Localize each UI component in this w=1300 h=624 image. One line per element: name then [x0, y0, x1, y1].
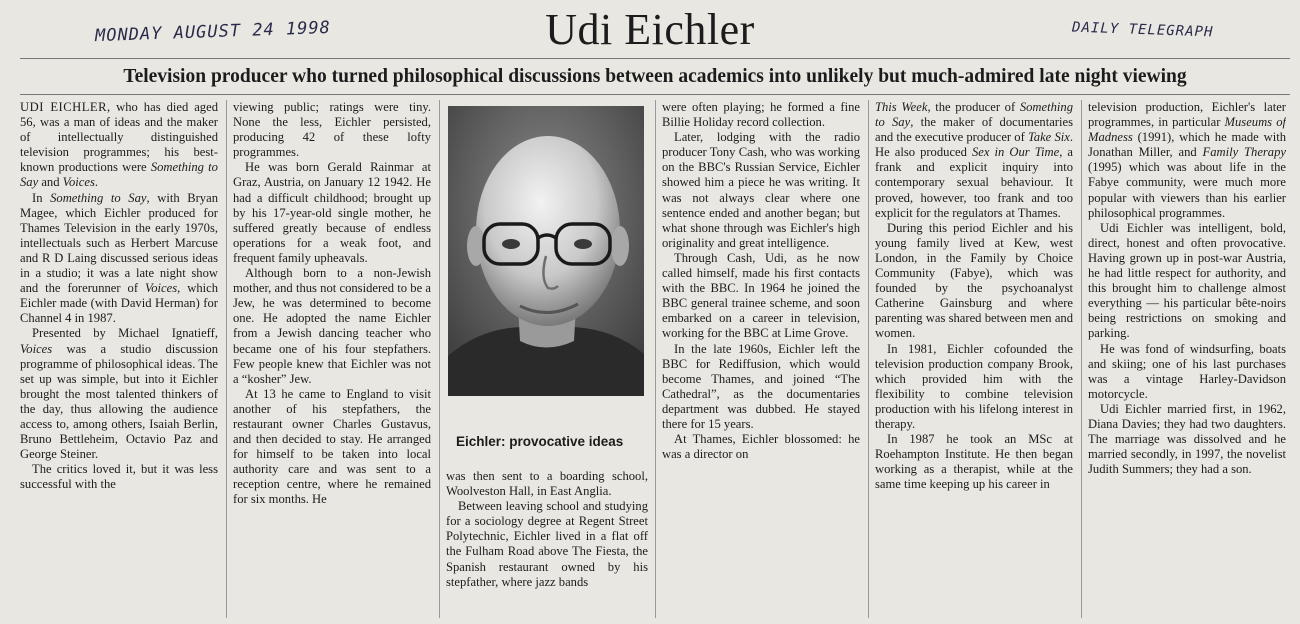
paragraph: During this period Eichler and his young family lived at Kew, west London, in the Family by Choice Community (Fabye), which was founded by the psychoanalyst Catherine Gainsburg and where parenting was shared between men and women. [875, 220, 1073, 341]
paragraph: In Something to Say, with Bryan Magee, which Eichler produced for Thames Television in the early 1970s, intellectuals such as Herbert Marcuse and R D Laing discussed serious ideas in a studio; it was a late night show and the forerunner of Voices, which Eichler made (with David Herman) for Channel 4 in 1987. [20, 190, 218, 326]
column-divider [868, 100, 869, 618]
paragraph: At Thames, Eichler blossomed: he was a director on [662, 432, 860, 462]
photo-caption: Eichler: provocative ideas [456, 434, 624, 449]
article-column-6 [1088, 100, 1286, 620]
obituary-title: Udi Eichler [545, 5, 755, 54]
column-divider [655, 100, 656, 618]
column-divider [1081, 100, 1082, 618]
portrait-illustration [448, 106, 644, 396]
article-column-4 [662, 100, 860, 620]
paragraph: At 13 he came to England to visit another of his stepfathers, the restaurant owner Charles Gustavus, and then decided to stay. He arranged for himself to be taken into local authority care and was sent to a reception centre, where he remained for six months. He [233, 386, 431, 507]
paragraph: viewing public; ratings were tiny. None the less, Eichler persisted, producing 42 of these lofty programmes. [233, 100, 431, 160]
paragraph: were often playing; he formed a fine Billie Holiday record collection. [662, 100, 860, 130]
column-divider [226, 100, 227, 618]
paragraph: Later, lodging with the radio producer Tony Cash, who was working on the BBC's Russian Service, Eichler showed him a piece he was writing. It was not always clear where one sentence ended and another began; but what shone through was Eichler's high originality and great intelligence. [662, 130, 860, 250]
paragraph: television production, Eichler's later programmes, in particular Museums of Madness (1991), which he made with Jonathan Miller, and Family Therapy (1995) which was about life in the Fabye community, were much more popular with viewers than his earlier philosophical programmes. [1088, 100, 1286, 220]
paragraph: He was born Gerald Rainmar at Graz, Austria, on January 12 1942. He had a difficult childhood; brought up by his 17-year-old single mother, he suffered greatly because of endless operations for a weak foot, and frequent family upheavals. [233, 160, 431, 265]
paragraph: In 1987 he took an MSc at Roehampton Institute. He then began working as a therapist, while at the same time keeping up his career in [875, 432, 1073, 492]
paragraph: Presented by Michael Ignatieff, Voices was a studio discussion programme of philosophical ideas. The set up was simple, but into it Eichler brought the most talented thinkers of the day, thus allowing the audience access to, among others, Isaiah Berlin, Bruno Bettleheim, Octavio Paz and George Steiner. [20, 326, 218, 462]
column-divider [439, 100, 440, 618]
portrait-block [446, 100, 648, 458]
article-column-3 [446, 469, 648, 620]
article-column-2 [233, 100, 431, 620]
paragraph: UDI EICHLER, who has died aged 56, was a man of ideas and the maker of intellectually distinguished television programmes; his best-known productions were Something to Say and Voices. [20, 100, 218, 190]
paragraph: Between leaving school and studying for a sociology degree at Regent Street Polytechnic, Eichler lived in a flat off the Fulham Road above The Fiesta, the Spanish restaurant owned by his stepfather, where jazz bands [446, 499, 648, 589]
paragraph: This Week, the producer of Something to Say, the maker of documentaries and the executive producer of Take Six. He also produced Sex in Our Time, a frank and explicit inquiry into contemporary sexual behaviour. It proved, however, too frank and too explicit for the regulators at Thames. [875, 100, 1073, 220]
paragraph: The critics loved it, but it was less successful with the [20, 462, 218, 492]
paragraph: Although born to a non-Jewish mother, and thus not considered to be a Jew, he was determined to become one. He adopted the name Eichler from a Jewish dancing teacher who became one of his four stepfathers. Few people knew that Eichler was not a “kosher” Jew. [233, 266, 431, 386]
paragraph: Through Cash, Udi, as he now called himself, made his first contacts with the BBC. In 1964 he joined the BBC general trainee scheme, and soon embarked on a career in television, working for the BBC at Lime Grove. [662, 250, 860, 341]
paragraph: In the late 1960s, Eichler left the BBC for Rediffusion, which would become Thames, and joined “The Cathedral”, as the documentaries department was dubbed. He stayed there for 15 years. [662, 341, 860, 431]
paragraph: Udi Eichler married first, in 1962, Diana Davies; they had two daughters. The marriage was dissolved and he married secondly, in 1997, the novelist Judith Summers; they had a son. [1088, 401, 1286, 477]
portrait-photo [448, 106, 644, 396]
paragraph: In 1981, Eichler cofounded the television production company Brook, which provided him with the flexibility to combine television production with his lifelong interest in therapy. [875, 341, 1073, 431]
divider [20, 94, 1290, 95]
article-column-5 [875, 100, 1073, 620]
paragraph: He was fond of windsurfing, boats and skiing; one of his last purchases was a vintage Harley-Davidson motorcycle. [1088, 341, 1286, 401]
divider [20, 58, 1290, 59]
paragraph: Udi Eichler was intelligent, bold, direct, honest and often provocative. Having grown up in post-war Austria, he had little respect for authority, and this brought him to challenge almost everything — his particular bête-noirs being restrictions on smoking and parking. [1088, 220, 1286, 341]
article-column-1 [20, 100, 218, 620]
handwritten-newspaper-name: DAILY TELEGRAPH [1071, 19, 1214, 41]
paragraph: was then sent to a boarding school, Woolveston Hall, in East Anglia. [446, 469, 648, 499]
handwritten-date: MONDAY AUGUST 24 1998 [94, 17, 332, 47]
obituary-subtitle: Television producer who turned philosophical discussions between academics into unlikely but much-admired late night viewing [123, 66, 1187, 87]
